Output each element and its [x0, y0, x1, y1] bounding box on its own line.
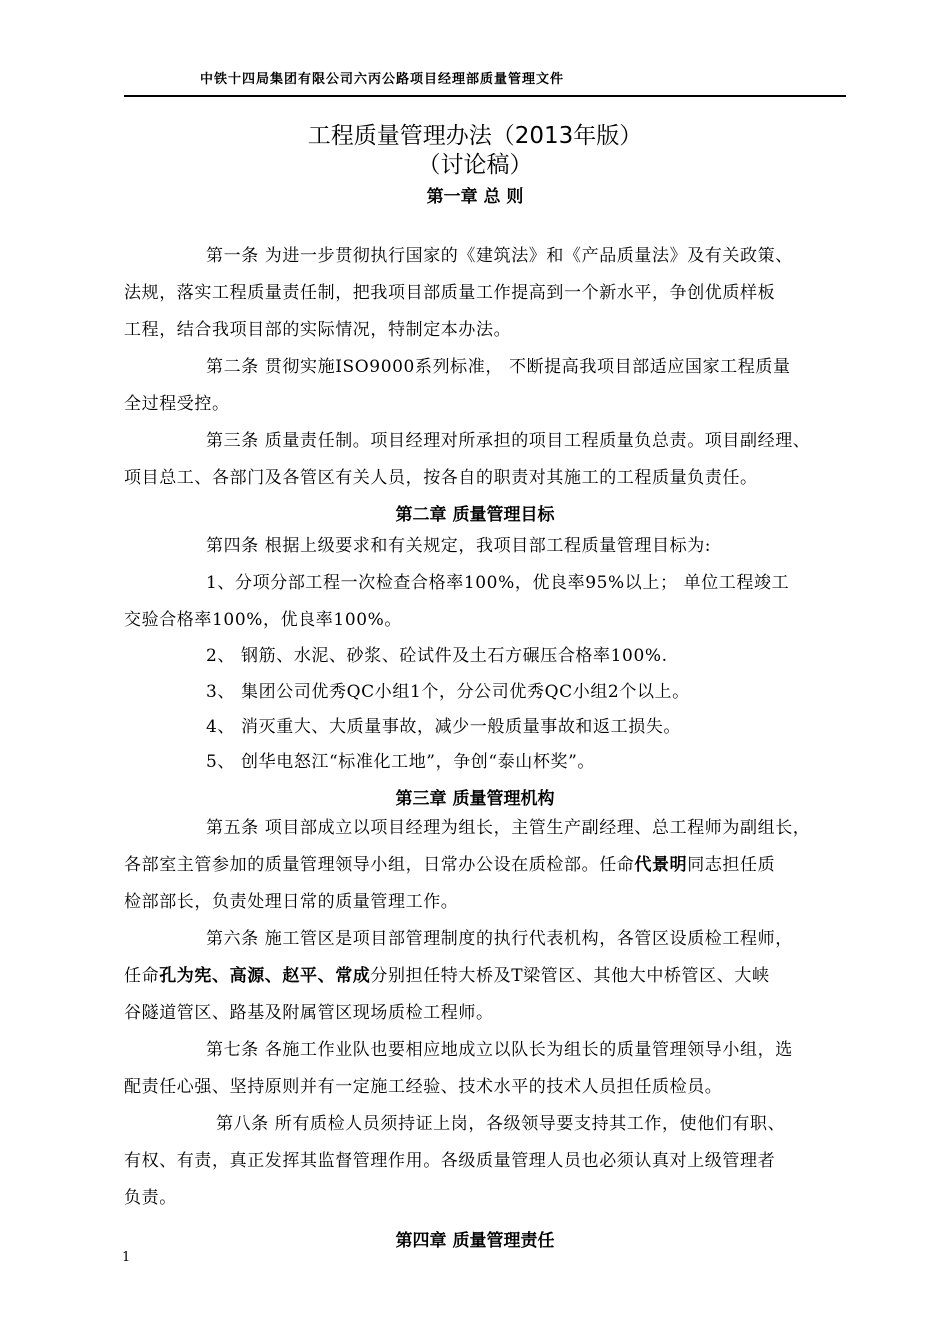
chapter-heading-1: 第一章 总 则	[426, 187, 524, 207]
article-1-line-1: 第一条 为进一步贯彻执行国家的《建筑法》和《产品质量法》及有关政策、	[206, 246, 793, 266]
article-5-line-1: 第五条 项目部成立以项目经理为组长，主管生产副经理、总工程师为副组长，	[206, 818, 811, 838]
goal-2: 2、 钢筋、水泥、砂浆、砼试件及土石方碾压合格率100%.	[206, 646, 668, 666]
appointee-name: 代景明	[634, 855, 688, 875]
article-5-line-3: 检部部长，负责处理日常的质量管理工作。	[124, 892, 459, 912]
article-6-line-2-head: 任命	[124, 966, 160, 986]
article-2-line-2: 全过程受控。	[124, 394, 230, 414]
goal-1-line-1: 1、分项分部工程一次检查合格率100%，优良率95%以上； 单位工程竣工	[206, 573, 790, 593]
article-8-line-3: 负责。	[124, 1188, 177, 1208]
article-2-line-1: 第二条 贯彻实施ISO9000系列标准， 不断提高我项目部适应国家工程质量	[206, 357, 791, 377]
article-5-line-2	[124, 855, 775, 875]
article-1-line-3: 工程，结合我项目部的实际情况，特制定本办法。	[124, 320, 512, 340]
article-3-line-1: 第三条 质量责任制。项目经理对所承担的项目工程质量负总责。项目副经理、	[206, 431, 811, 451]
document-header: 中铁十四局集团有限公司六丙公路项目经理部质量管理文件	[200, 72, 565, 87]
article-1-line-2: 法规，落实工程质量责任制，把我项目部质量工作提高到一个新水平，争创优质样板	[124, 283, 776, 303]
article-7-line-1: 第七条 各施工作业队也要相应地成立以队长为组长的质量管理领导小组，选	[206, 1040, 793, 1060]
article-5-line-2-tail: 同志担任质	[687, 855, 776, 875]
document-subtitle: （讨论稿）	[417, 152, 533, 178]
goal-4: 4、 消灭重大、大质量事故，减少一般质量事故和返工损失。	[206, 717, 682, 737]
header-rule	[124, 95, 846, 97]
chapter-heading-4: 第四章 质量管理责任	[395, 1231, 555, 1251]
page-number: 1	[122, 1250, 131, 1265]
article-8-line-1: 第八条 所有质检人员须持证上岗，各级领导要支持其工作，使他们有职、	[216, 1114, 786, 1134]
article-6-line-3: 谷隧道管区、路基及附属管区现场质检工程师。	[124, 1003, 494, 1023]
goal-1-line-2: 交验合格率100%，优良率100%。	[124, 610, 403, 630]
appointee-names: 孔为宪、高源、赵平、常成	[159, 966, 371, 986]
chapter-heading-3: 第三章 质量管理机构	[395, 789, 555, 809]
goal-5: 5、 创华电怒江“标准化工地”，争创“泰山杯奖”。	[206, 752, 595, 772]
article-8-line-2: 有权、有责，真正发挥其监督管理作用。各级质量管理人员也必须认真对上级管理者	[124, 1151, 776, 1171]
article-6-line-2-tail: 分别担任特大桥及T梁管区、其他大中桥管区、大峡	[370, 966, 770, 986]
chapter-heading-2: 第二章 质量管理目标	[395, 505, 555, 525]
article-6-line-1: 第六条 施工管区是项目部管理制度的执行代表机构，各管区设质检工程师，	[206, 929, 793, 949]
article-5-line-2-text: 各部室主管参加的质量管理领导小组，日常办公设在质检部。任命	[124, 855, 635, 875]
article-3-line-2: 项目总工、各部门及各管区有关人员，按各自的职责对其施工的工程质量负责任。	[124, 468, 758, 488]
article-6-line-2	[124, 966, 770, 986]
article-7-line-2: 配责任心强、坚持原则并有一定施工经验、技术水平的技术人员担任质检员。	[124, 1077, 723, 1097]
article-4-line-1: 第四条 根据上级要求和有关规定，我项目部工程质量管理目标为:	[206, 536, 712, 556]
document-title: 工程质量管理办法（2013年版）	[307, 123, 643, 149]
goal-3: 3、 集团公司优秀QC小组1个，分公司优秀QC小组2个以上。	[206, 682, 690, 702]
